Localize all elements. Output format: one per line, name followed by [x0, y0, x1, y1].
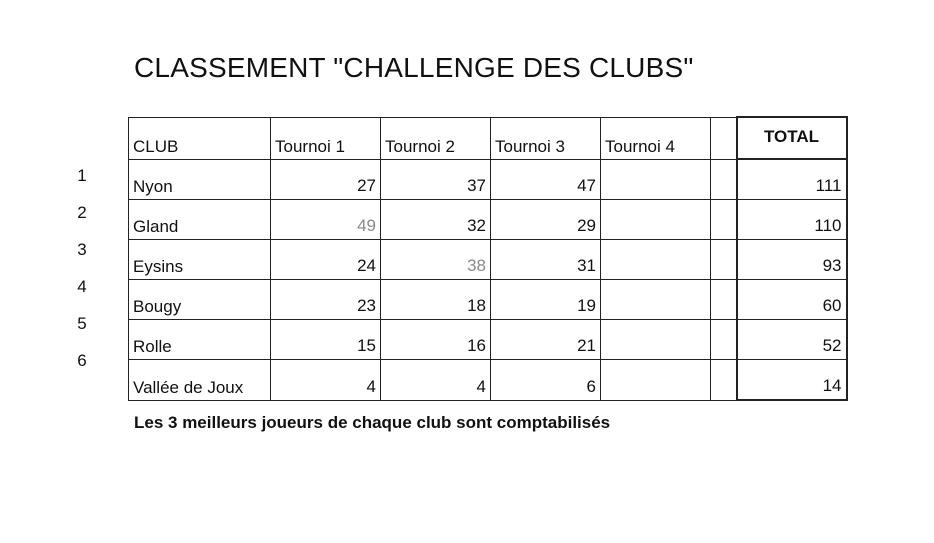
score-tournoi-2: 16	[381, 320, 491, 360]
spacer-cell	[711, 280, 737, 320]
score-tournoi-1: 15	[271, 320, 381, 360]
header-tournoi-4: Tournoi 4	[601, 117, 711, 159]
rank-label: 6	[77, 351, 87, 370]
club-name: Bougy	[129, 280, 271, 320]
score-tournoi-1: 24	[271, 240, 381, 280]
header-row	[129, 117, 847, 159]
score-tournoi-4	[601, 360, 711, 401]
spacer-cell	[711, 240, 737, 280]
score-tournoi-1: 4	[271, 360, 381, 401]
score-total: 52	[737, 320, 847, 360]
score-tournoi-3: 47	[491, 159, 601, 200]
header-tournoi-1: Tournoi 1	[271, 117, 381, 159]
score-total: 14	[737, 360, 847, 401]
score-tournoi-2: 18	[381, 280, 491, 320]
score-tournoi-3: 21	[491, 320, 601, 360]
club-name: Rolle	[129, 320, 271, 360]
rank-label: 5	[77, 314, 87, 333]
spacer-cell	[711, 320, 737, 360]
score-total: 93	[737, 240, 847, 280]
spacer-cell	[711, 360, 737, 401]
rank-label: 3	[77, 240, 87, 259]
standings-table	[128, 116, 848, 401]
header-total: TOTAL	[737, 117, 847, 159]
club-name: Eysins	[129, 240, 271, 280]
club-name: Vallée de Joux	[129, 360, 271, 401]
table-row	[129, 280, 847, 320]
score-tournoi-2: 32	[381, 200, 491, 240]
header-tournoi-3: Tournoi 3	[491, 117, 601, 159]
score-tournoi-1: 49	[271, 200, 381, 240]
header-tournoi-2: Tournoi 2	[381, 117, 491, 159]
score-tournoi-2: 37	[381, 159, 491, 200]
header-club: CLUB	[129, 117, 271, 159]
score-tournoi-4	[601, 159, 711, 200]
footnote: Les 3 meilleurs joueurs de chaque club sont comptabilisés	[134, 413, 611, 432]
table-row	[129, 360, 847, 401]
club-name: Gland	[129, 200, 271, 240]
score-tournoi-4	[601, 200, 711, 240]
score-total: 111	[737, 159, 847, 200]
table-row	[129, 240, 847, 280]
score-tournoi-3: 29	[491, 200, 601, 240]
table-row	[129, 320, 847, 360]
score-tournoi-1: 27	[271, 159, 381, 200]
score-tournoi-3: 31	[491, 240, 601, 280]
table-row	[129, 200, 847, 240]
score-tournoi-3: 19	[491, 280, 601, 320]
rank-label: 1	[77, 166, 87, 185]
score-tournoi-1: 23	[271, 280, 381, 320]
club-name: Nyon	[129, 159, 271, 200]
score-tournoi-2: 38	[381, 240, 491, 280]
rank-label: 4	[77, 277, 87, 296]
score-tournoi-3: 6	[491, 360, 601, 401]
spacer-cell	[711, 159, 737, 200]
table-row	[129, 159, 847, 200]
score-tournoi-4	[601, 240, 711, 280]
spacer-cell	[711, 200, 737, 240]
header-spacer	[711, 117, 737, 159]
rank-label: 2	[77, 203, 87, 222]
page-title: CLASSEMENT "CHALLENGE DES CLUBS"	[134, 52, 694, 83]
score-tournoi-4	[601, 280, 711, 320]
score-total: 60	[737, 280, 847, 320]
score-tournoi-4	[601, 320, 711, 360]
score-total: 110	[737, 200, 847, 240]
score-tournoi-2: 4	[381, 360, 491, 401]
